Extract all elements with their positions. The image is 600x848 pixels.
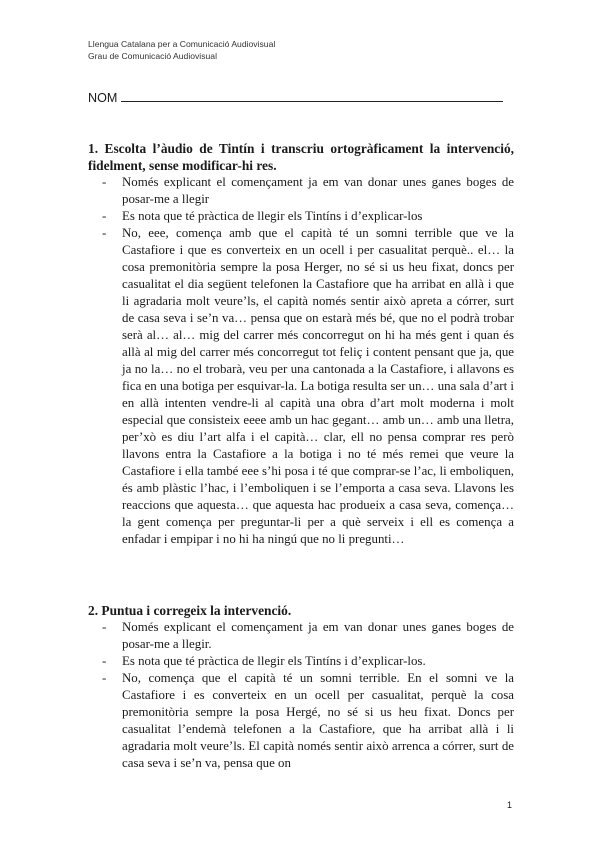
list-item: - No, comença que el capità té un somni terrible. En el somni ve la Castafiore i es converteix en un ocell per casualitat, perquè la cosa premonitòria sempre la posa Hergé, no sé si us heu fixat. Doncs per casualitat l’endemà telefonen a la Castafiore, que ha arribat allà i li agradaria molt veure’ls. El capità només sentir això arrenca a córrer, surt de casa seva i se’n va, pensa que on [88, 670, 514, 772]
list-item: - Només explicant el començament ja em van donar unes ganes boges de posar-me a llegir. [88, 619, 514, 653]
exercise-1 [88, 140, 514, 548]
list-item: - No, eee, comença amb que el capità té un somni terrible que ve la Castafiore i que es converteix en un ocell i per casualitat perquè.. el… la cosa premonitòria sempre la posa Herger, no sé si us heu fixat, doncs per casualitat el dia següent telefonen la Castafiore que ha arribat en allà i que li agradaria molt veure’ls, el capità només sentir això apreta a córrer, surt de casa seva i se’n va… pensa que on estarà més bé, que no el podrà trobar serà al… al… mig del carrer més concorregut on hi ha més gent i quan és allà al mig del carrer més concorregut tot feliç i content pensant que ja, que ja no la… no el trobarà, veu per una cantonada a la Castafiore, i allavons es fica en una botiga per esquivar-la. La botiga resulta ser un… una sala d’art i en allà intenten vendre-li al capità una obra d’art molt moderna i molt especial que consisteix eeee amb un hac gegant… amb un… amb una lletra, per’xò es diu l’art alfa i el capità… clar, ell no pensa comprar res però llavons entra la Castafiore a la botiga i no té més remei que veure la Castafiore i ella també eee s’hi posa i té que comprar-se l’ac, li emboliquen, és amb plàstic l’hac, i l’emboliquen i se l’emporta a casa seva. Llavons les reaccions que aquesta… que aquesta hac produeix a casa seva, comença… la gent comença per preguntar-li per a què serveix i ell es comença a enfadar i empipar i no hi ha ningú que no li pregunti… [88, 225, 514, 548]
list-item: - Només explicant el començament ja em van donar unes ganes boges de posar-me a llegir [88, 174, 514, 208]
document-header [88, 38, 275, 62]
name-label: NOM [88, 91, 118, 105]
exercise-1-title: 1. Escolta l’àudio de Tintín i transcriu ortogràficament la intervenció, fidelment, sense modificar-hi res. [88, 141, 514, 173]
list-item: - Es nota que té pràctica de llegir els Tintíns i d’explicar-los. [88, 653, 514, 670]
exercise-2 [88, 602, 514, 772]
page-number: 1 [507, 800, 513, 810]
name-field-row [88, 91, 503, 105]
exercise-1-list [88, 174, 514, 548]
name-blank-line[interactable] [121, 91, 503, 102]
course-name: Llengua Catalana per a Comunicació Audiovisual [88, 39, 276, 49]
exercise-2-title: 2. Puntua i corregeix la intervenció. [88, 603, 292, 618]
degree-name: Grau de Comunicació Audiovisual [88, 51, 217, 61]
list-item: - Es nota que té pràctica de llegir els Tintíns i d’explicar-los [88, 208, 514, 225]
exercise-2-list [88, 619, 514, 772]
